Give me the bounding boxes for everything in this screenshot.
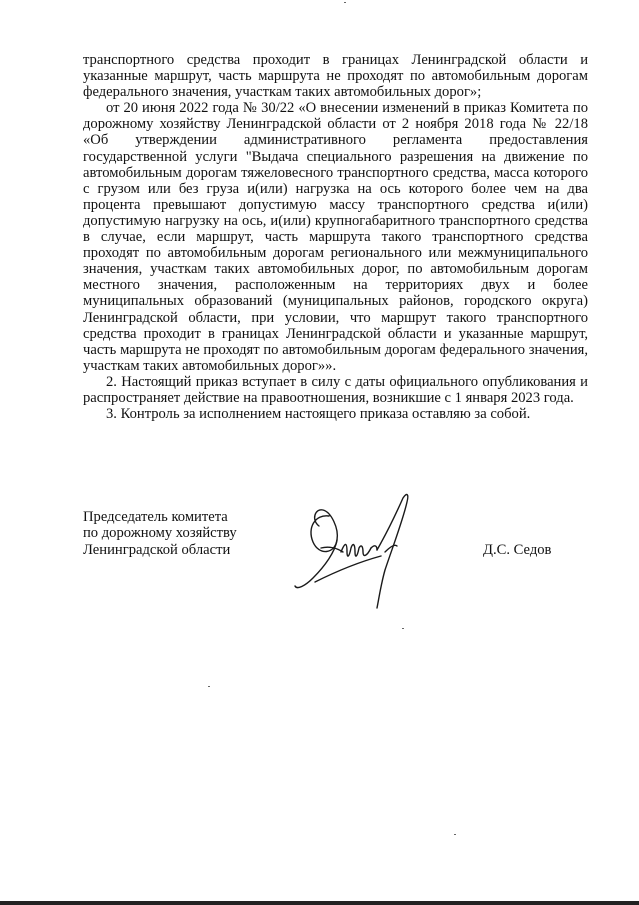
paragraph-continuation: транспортного средства проходит в границах Ленинградской области и указанные маршрут, часть маршрута не проходят по автомобильным дорогам федерального значения, участкам таких автомобильных дорог»; [83, 52, 588, 101]
paragraph-clause-2: 2. Настоящий приказ вступает в силу с даты официального опубликования и распространяет действие на правоотношения, возникшие с 1 января 2023 года. [83, 373, 588, 406]
handwritten-signature-icon [285, 486, 425, 614]
scan-artifact [454, 834, 456, 835]
position-line: Председатель комитета [83, 509, 228, 525]
scan-artifact [344, 2, 346, 3]
signer-name: Д.С. Седов [483, 542, 552, 558]
paragraph-amendment: от 20 июня 2022 года № 30/22 «О внесении изменений в приказ Комитета по дорожному хозяйству Ленинградской области от 2 ноября 2018 года № 22/18 «Об утверждении административного регламента предоставления государственной услуги "Выдача специального разрешения на движение по автомобильным дорогам тяжеловесного транспортного средства, масса которого с грузом или без груза и(или) нагрузка на ось которого более чем на два процента превышают допустимую массу транспортного средства и(или) допустимую нагрузку на ось, и(или) крупногабаритного транспортного средства в случае, если маршрут, часть маршрута такого транспортного средства проходят по автомобильным дорогам регионального или межмуниципального значения, участкам таких автомобильных дорог, по автомобильным дорогам местного значения, расположенным на территориях двух и более муниципальных образований (муниципальных районов, городского округа) Ленинградской области, при условии, что маршрут такого транспортного средства проходит в границах Ленинградской области и указанные маршрут, часть маршрута не проходят по автомобильным дорогам федерального значения, участкам таких автомобильных дорог»». [83, 100, 588, 374]
position-line: по дорожному хозяйству [83, 525, 237, 542]
scan-artifact [208, 686, 210, 687]
scan-edge [0, 901, 639, 905]
paragraph-clause-3: 3. Контроль за исполнением настоящего приказа оставляю за собой. [106, 406, 531, 423]
position-line: Ленинградской области [83, 541, 231, 558]
scan-artifact [402, 628, 404, 629]
document-body [83, 52, 588, 422]
signatory-position [83, 509, 237, 558]
